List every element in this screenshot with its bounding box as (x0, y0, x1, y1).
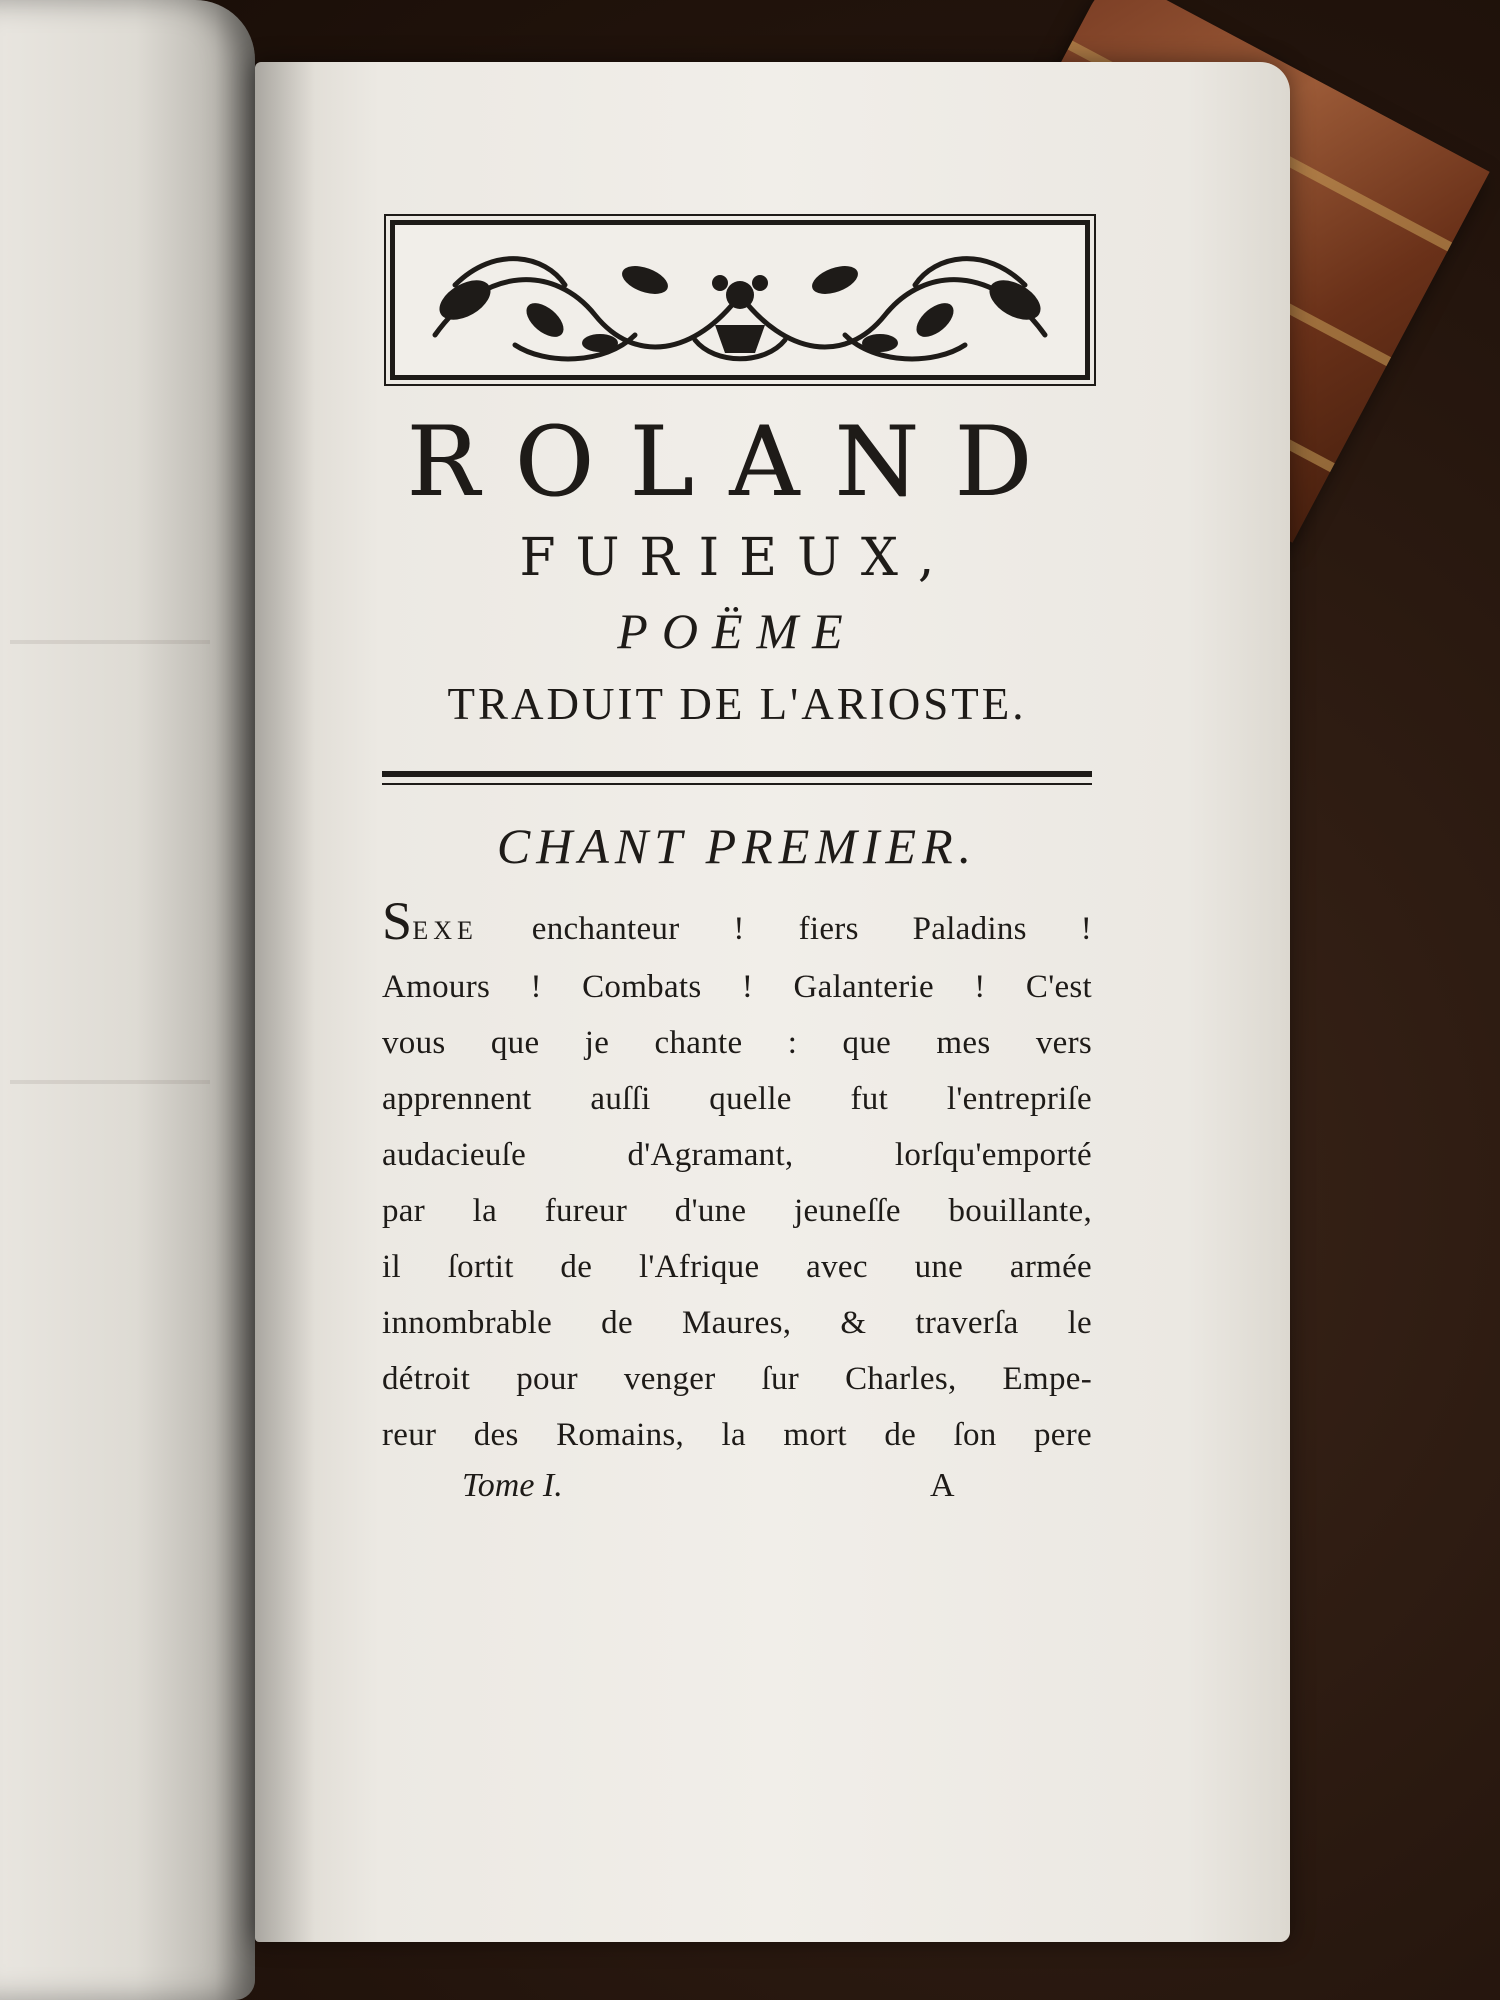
rule-thin (382, 783, 1092, 785)
left-page (0, 0, 255, 2000)
page-gutter-shadow (255, 62, 315, 1942)
chapter-heading: CHANT PREMIER. (496, 818, 978, 874)
title-traduit: TRADUIT DE L'ARIOSTE. (447, 679, 1027, 729)
title-roland: ROLAND (406, 406, 1068, 518)
page-content (382, 220, 1092, 1517)
floral-scroll-icon (395, 225, 1085, 375)
body-line: il ſortit de l'Afrique avec une armée (382, 1249, 1092, 1285)
page-footer (382, 1467, 1092, 1517)
double-rule (382, 771, 1092, 785)
small-caps: EXE (412, 916, 478, 945)
body-line: par la fureur d'une jeuneſſe bouillante, (382, 1193, 1092, 1229)
bleed-through-line (10, 640, 210, 644)
body-text (382, 893, 1092, 1463)
body-line: apprennent auſſi quelle fut l'entrepriſe (382, 1081, 1092, 1117)
signature-mark: A (930, 1467, 955, 1504)
body-line: détroit pour venger ſur Charles, Empe- (382, 1361, 1092, 1397)
body-line-text: enchanteur ! fiers Paladins ! (477, 911, 1092, 947)
ornament-headpiece (390, 220, 1090, 380)
body-line: audacieuſe d'Agramant, lorſqu'emporté (382, 1137, 1092, 1173)
body-line: reur des Romains, la mort de ſon pere (382, 1417, 1092, 1453)
body-line: innombrable de Maures, & traverſa le (382, 1305, 1092, 1341)
title-furieux: FURIEUX, (519, 528, 955, 588)
body-line: vous que je chante : que mes vers (382, 1025, 1092, 1061)
book-page (255, 62, 1290, 1942)
body-line (382, 893, 1092, 959)
rule-thick (382, 771, 1092, 777)
volume-label: Tome I. (462, 1467, 563, 1504)
body-line: Amours ! Combats ! Galanterie ! C'est (382, 969, 1092, 1005)
title-poeme: POËME (617, 603, 857, 659)
drop-cap: S (382, 891, 413, 951)
bleed-through-line (10, 1080, 210, 1084)
